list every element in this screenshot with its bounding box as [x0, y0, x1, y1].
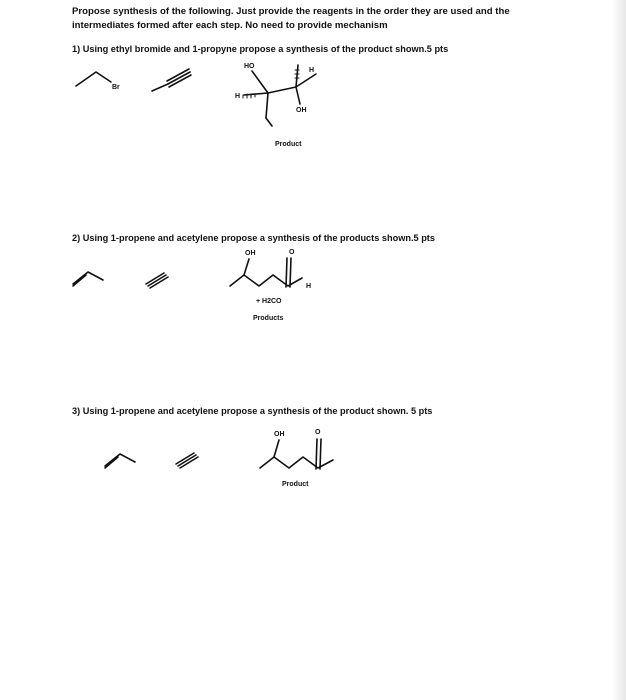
question-1-text: 1) Using ethyl bromide and 1-propyne propose a synthesis of the product shown.5 pts	[72, 44, 449, 54]
bromine-label: Br	[112, 84, 120, 91]
hydrogen-left-label: H	[235, 93, 241, 100]
q2-hydroxyl-label: OH	[245, 250, 256, 257]
q2-products-caption: Products	[253, 315, 284, 322]
propene-structure-q3	[105, 454, 135, 468]
instructions-text: Propose synthesis of the following. Just provide the reagents in the order they are used and the intermediates formed after each step. No need to provide mechanism	[72, 6, 510, 31]
q2-byproduct-label: + H2CO	[256, 298, 282, 305]
q2-aldehyde-h-label: H	[306, 283, 312, 290]
question-3-text: 3) Using 1-propene and acetylene propose a synthesis of the product shown. 5 pts	[72, 406, 433, 416]
hydroxyl-top-label: HO	[244, 63, 255, 70]
hydroxyl-bottom-label: OH	[296, 107, 307, 114]
q2-carbonyl-oxygen-label: O	[289, 249, 295, 256]
q3-product-structure	[260, 429, 333, 488]
question-2-text: 2) Using 1-propene and acetylene propose a synthesis of the products shown.5 pts	[72, 233, 435, 243]
acetylene-structure-q3	[176, 453, 198, 468]
q3-hydroxyl-label: OH	[274, 431, 285, 438]
hydrogen-top-label: H	[309, 67, 315, 74]
q3-product-caption: Product	[282, 481, 309, 488]
q3-carbonyl-oxygen-label: O	[315, 429, 321, 436]
q1-product-caption: Product	[275, 141, 302, 148]
